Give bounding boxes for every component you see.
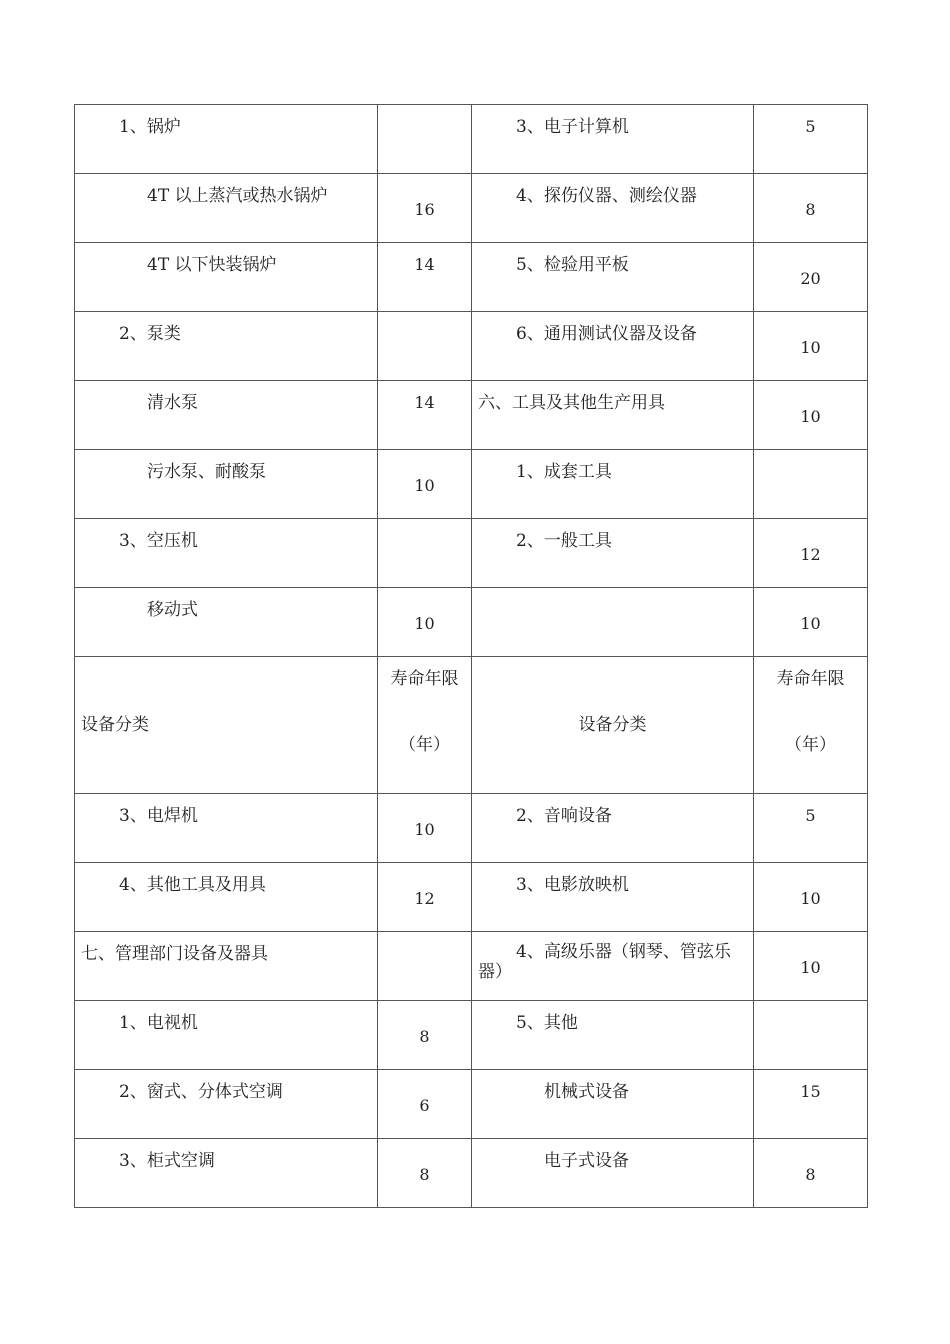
row-value: 10 — [800, 889, 821, 908]
column-header-life: 寿命年限 — [776, 669, 845, 689]
row-value: 5 — [805, 117, 816, 136]
row-value: 10 — [800, 614, 821, 633]
row-label: 2、音响设备 — [516, 806, 612, 826]
table-header-row — [75, 657, 868, 794]
row-value: 5 — [805, 806, 816, 825]
row-label: 3、电子计算机 — [516, 117, 629, 137]
row-value: 10 — [800, 958, 821, 977]
column-header-category: 设备分类 — [81, 715, 149, 735]
row-label: 清水泵 — [147, 393, 198, 413]
table-row — [75, 450, 868, 519]
row-label: 机械式设备 — [544, 1082, 629, 1102]
row-value: 15 — [800, 1082, 821, 1101]
column-header-category: 设备分类 — [578, 715, 647, 735]
table-row — [75, 1070, 868, 1139]
table-row — [75, 863, 868, 932]
row-label: 七、管理部门设备及器具 — [81, 944, 268, 964]
column-header-life-unit: （年） — [399, 735, 450, 755]
row-label: 1、成套工具 — [516, 462, 612, 482]
row-label: 2、一般工具 — [516, 531, 612, 551]
table-row — [75, 105, 868, 174]
row-label: 六、工具及其他生产用具 — [478, 393, 665, 413]
row-label: 3、空压机 — [119, 531, 198, 551]
row-label: 2、泵类 — [119, 324, 181, 344]
row-label: 电子式设备 — [544, 1151, 629, 1171]
table-row — [75, 312, 868, 381]
table-row — [75, 1001, 868, 1070]
row-label: 2、窗式、分体式空调 — [119, 1082, 283, 1102]
row-label: 4T 以上蒸汽或热水锅炉 — [147, 186, 328, 206]
row-label: 6、通用测试仪器及设备 — [516, 324, 697, 344]
row-value: 12 — [800, 545, 821, 564]
row-label: 4、其他工具及用具 — [119, 875, 266, 895]
row-value: 10 — [414, 820, 435, 839]
column-header-life: 寿命年限 — [390, 669, 459, 689]
row-label: 5、检验用平板 — [516, 255, 629, 275]
row-value: 10 — [414, 614, 435, 633]
row-label: 移动式 — [147, 600, 198, 620]
row-label: 3、电影放映机 — [516, 875, 629, 895]
row-value: 8 — [419, 1027, 430, 1046]
row-value: 10 — [414, 476, 435, 495]
row-value: 10 — [800, 407, 821, 426]
row-label: 5、其他 — [516, 1013, 578, 1033]
column-header-life-unit: （年） — [785, 735, 836, 755]
row-label: 4、探伤仪器、测绘仪器 — [516, 186, 697, 206]
table-row — [75, 932, 868, 1001]
table-row — [75, 1139, 868, 1208]
table-row — [75, 174, 868, 243]
row-label: 3、电焊机 — [119, 806, 198, 826]
row-label: 4T 以下快装锅炉 — [147, 255, 277, 275]
row-label: 1、电视机 — [119, 1013, 198, 1033]
row-value: 12 — [414, 889, 435, 908]
row-value: 14 — [414, 393, 435, 412]
row-value: 14 — [414, 255, 435, 274]
row-label: 1、锅炉 — [119, 117, 181, 137]
table-row — [75, 794, 868, 863]
row-label: 3、柜式空调 — [119, 1151, 215, 1171]
table-row — [75, 243, 868, 312]
row-value: 16 — [414, 200, 435, 219]
row-value: 20 — [800, 269, 821, 288]
row-value: 6 — [419, 1096, 430, 1115]
table-row — [75, 381, 868, 450]
row-value: 8 — [805, 200, 816, 219]
table-row — [75, 588, 868, 657]
row-label: 4、高级乐器（钢琴、管弦乐器） — [478, 942, 731, 982]
row-value: 8 — [805, 1165, 816, 1184]
row-value: 8 — [419, 1165, 430, 1184]
depreciation-life-table — [74, 104, 868, 1208]
table-row — [75, 519, 868, 588]
row-value: 10 — [800, 338, 821, 357]
row-label: 污水泵、耐酸泵 — [147, 462, 266, 482]
